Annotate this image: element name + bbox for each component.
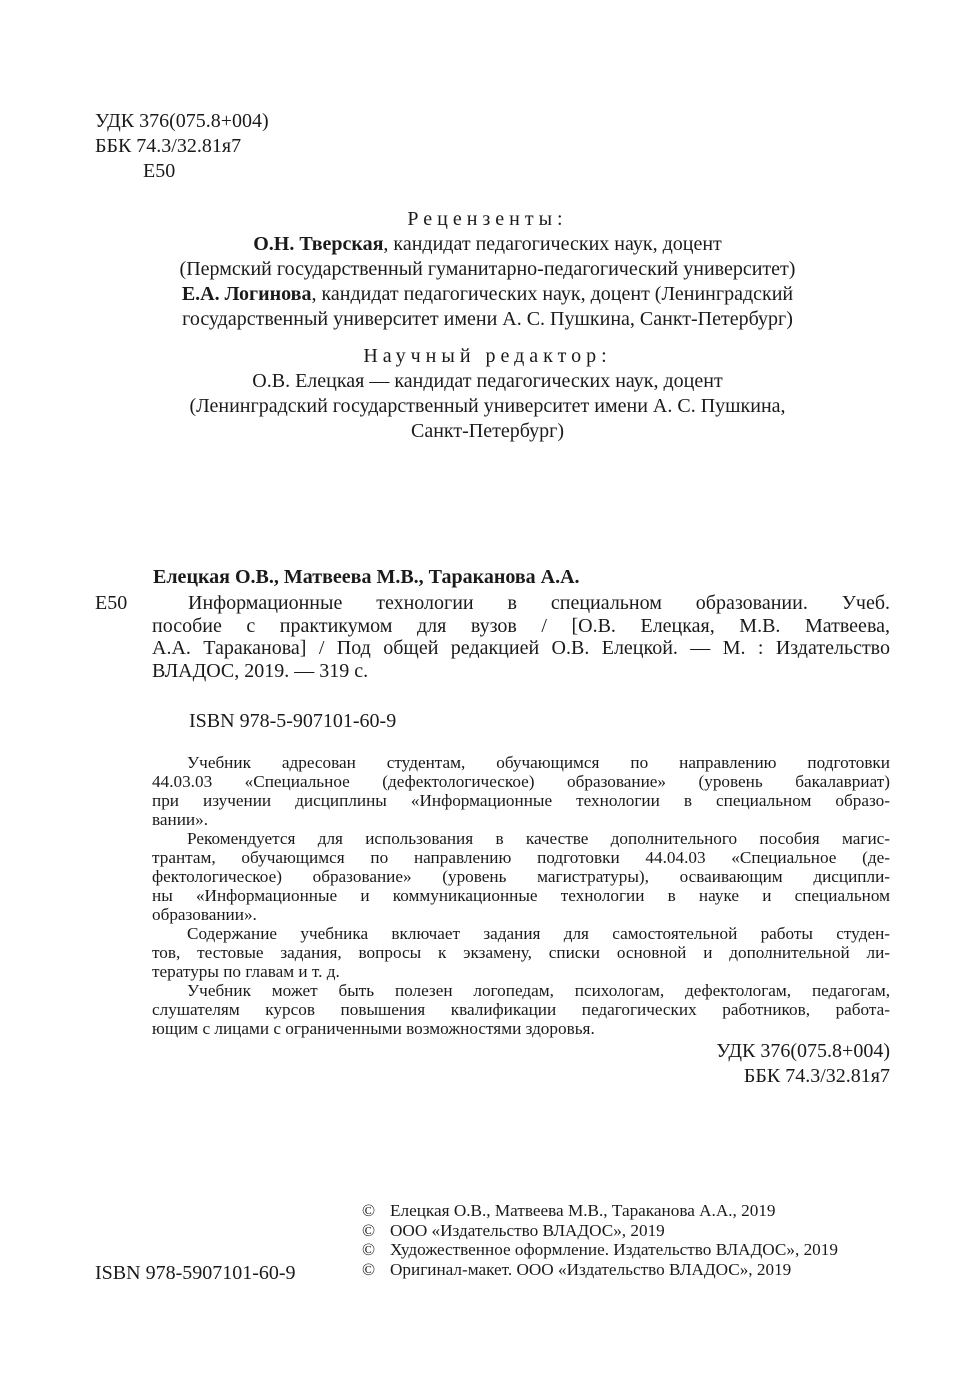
- copyright-icon: ©: [362, 1201, 376, 1220]
- bib-description: [152, 592, 890, 682]
- bib-isbn: ISBN 978-5-907101-60-9: [189, 710, 397, 732]
- abstract-line: при изучении дисциплины «Информационные технологии в специальном образо-: [152, 791, 890, 810]
- udk-code: УДК 376(075.8+004): [95, 110, 269, 132]
- bib-line-2: пособие с практикумом для вузов / [О.В. Елецкая, М.В. Матвеева,: [152, 614, 890, 637]
- abstract-line: Рекомендуется для использования в качестве дополнительного пособия магис-: [187, 829, 890, 848]
- copyright-line: [362, 1260, 838, 1280]
- copyright-text: Художественное оформление. Издательство ВЛАДОС», 2019: [390, 1240, 838, 1260]
- reviewers-heading: Рецензенты:: [407, 208, 568, 230]
- editor-line-1: О.В. Елецкая — кандидат педагогических наук, доцент: [252, 370, 723, 392]
- abstract-line: Содержание учебника включает задания для самостоятельной работы студен-: [187, 924, 890, 943]
- abstract-line: ны «Информационные и коммуникационные технологии в науке и специальном: [152, 886, 890, 905]
- reviewer-1-org: (Пермский государственный гуманитарно-педагогический университет): [179, 258, 796, 280]
- abstract-line: ющим с лицами с ограниченными возможностями здоровья.: [152, 1019, 595, 1038]
- reviewer-2-name: Е.А. Логинова: [181, 283, 312, 305]
- bib-line-4: ВЛАДОС, 2019. — 319 с.: [152, 659, 369, 682]
- copyright-icon: ©: [362, 1240, 376, 1260]
- copyright-icon: ©: [362, 1259, 376, 1279]
- copyright-text: ООО «Издательство ВЛАДОС», 2019: [390, 1220, 665, 1240]
- author-mark: Е50: [143, 160, 176, 182]
- abstract: [152, 753, 890, 1038]
- isbn-footer: ISBN 978-5907101-60-9: [95, 1262, 296, 1284]
- abstract-line: трантам, обучающимся по направлению подготовки 44.04.03 «Специальное (де-: [152, 848, 890, 867]
- editor-block: [0, 345, 975, 445]
- reviewer-2: [0, 283, 975, 308]
- abstract-line: 44.03.03 «Специальное (дефектологическое) образование» (уровень бакалавриат): [152, 772, 890, 791]
- abstract-bbk: ББК 74.3/32.81я7: [743, 1065, 890, 1087]
- editor-line-2: (Ленинградский государственный университет имени А. С. Пушкина,: [189, 395, 786, 417]
- reviewer-2-title: , кандидат педагогических наук, доцент (Ленинградский: [311, 283, 794, 305]
- reviewer-2-org: государственный университет имени А. С. Пушкина, Санкт-Петербург): [182, 308, 793, 330]
- copyright-line: [362, 1240, 838, 1260]
- editor-line-3: Санкт-Петербург): [411, 420, 564, 442]
- copyright-line: [362, 1201, 838, 1221]
- copyright-block: [362, 1201, 838, 1279]
- abstract-line: тов, тестовые задания, вопросы к экзамену, списки основной и дополнительной ли-: [152, 943, 890, 962]
- abstract-line: образовании».: [152, 905, 257, 924]
- reviewer-1: [0, 233, 975, 258]
- abstract-line: тературы по главам и т. д.: [152, 962, 340, 981]
- reviewer-1-name: О.Н. Тверская: [253, 233, 384, 255]
- bib-line-1: Информационные технологии в специальном образовании. Учеб.: [188, 592, 890, 614]
- abstract-line: слушателям курсов повышения квалификации педагогических работников, работа-: [152, 1000, 890, 1019]
- editor-heading: Научный редактор:: [363, 345, 612, 367]
- bib-authors: Елецкая О.В., Матвеева М.В., Тараканова А.А.: [153, 566, 580, 588]
- abstract-udk: УДК 376(075.8+004): [716, 1040, 890, 1062]
- reviewer-1-title: , кандидат педагогических наук, доцент: [383, 233, 722, 255]
- copyright-text: Оригинал-макет. ООО «Издательство ВЛАДОС», 2019: [390, 1259, 792, 1279]
- abstract-line: вании».: [152, 810, 209, 829]
- abstract-line: фектологическое) образование» (уровень магистратуры), осваивающим дисципли-: [152, 867, 890, 886]
- copyright-line: [362, 1221, 838, 1241]
- bib-line-3: А.А. Тараканова] / Под общей редакцией О.В. Елецкой. — М. : Издательство: [152, 637, 890, 659]
- bib-mark: Е50: [95, 592, 128, 614]
- abstract-line: Учебник адресован студентам, обучающимся по направлению подготовки: [187, 753, 890, 772]
- reviewers-block: [0, 208, 975, 333]
- bbk-code: ББК 74.3/32.81я7: [95, 135, 242, 157]
- copyright-icon: ©: [362, 1220, 376, 1240]
- abstract-line: Учебник может быть полезен логопедам, психологам, дефектологам, педагогам,: [187, 981, 890, 1000]
- copyright-text: Елецкая О.В., Матвеева М.В., Тараканова А.А., 2019: [390, 1201, 776, 1220]
